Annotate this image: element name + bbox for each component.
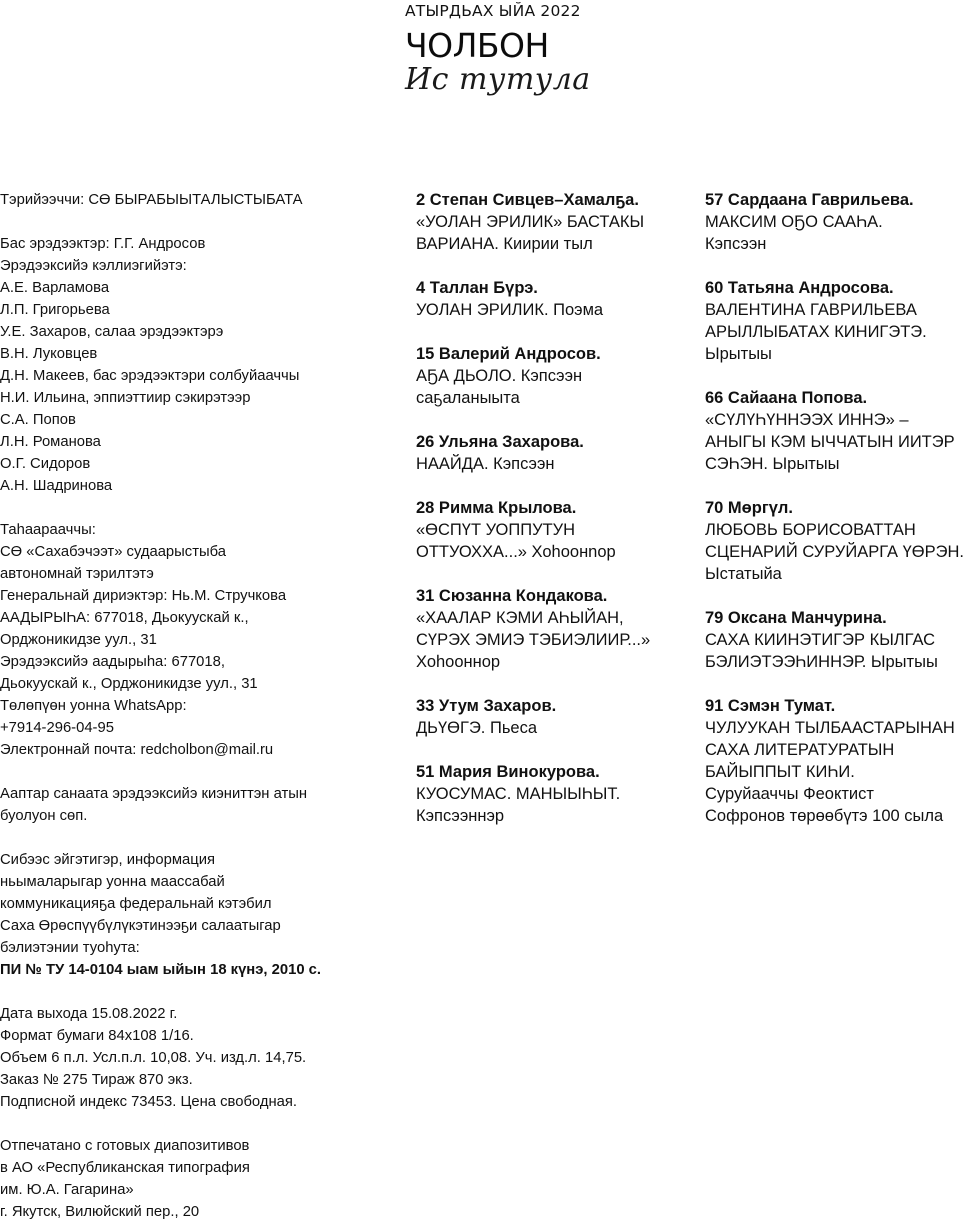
text-line: Подписной индекс 73453. Цена свободная. xyxy=(0,1094,297,1110)
entry-heading: 26 Ульяна Захарова. xyxy=(416,433,584,451)
entry-title-line: СЭҺЭН. Ырытыы xyxy=(705,455,840,473)
text-line: буолуон сөп. xyxy=(0,808,88,824)
text-line: Формат бумаги 84x108 1/16. xyxy=(0,1028,194,1044)
contents-entry[interactable] xyxy=(416,277,701,321)
text-line: Таһаарааччы: xyxy=(0,522,96,538)
entry-heading: 28 Римма Крылова. xyxy=(416,499,577,517)
text-line: Генеральнай дириэктэр: Нь.М. Стручкова xyxy=(0,588,287,604)
entry-title-line: «УОЛАН ЭРИЛИК» БАСТАКЫ xyxy=(416,213,645,231)
text-line: В.Н. Луковцев xyxy=(0,346,98,362)
entry-title-line: СҮРЭХ ЭМИЭ ТЭБИЭЛИИР...» xyxy=(416,631,651,649)
text-line: в АО «Республиканская типография xyxy=(0,1160,250,1176)
contents-entry[interactable] xyxy=(705,189,967,255)
entry-title-line: «ХААЛАР КЭМИ АҺЫЙАН, xyxy=(416,609,624,627)
text-line: им. Ю.А. Гагарина» xyxy=(0,1182,134,1198)
contents-entry[interactable] xyxy=(705,607,967,673)
contents-entry[interactable] xyxy=(416,343,701,409)
contents-column-middle xyxy=(416,189,701,849)
section-subtitle: Ис тутула xyxy=(405,62,591,97)
contents-entry[interactable] xyxy=(416,695,701,739)
text-line: А.Е. Варламова xyxy=(0,280,110,296)
entry-heading: 57 Сардаана Гаврильева. xyxy=(705,191,914,209)
entry-title-line: КУОСУМАС. МАНЫЫҺЫТ. xyxy=(416,785,621,803)
entry-title-line: САХА ЛИТЕРАТУРАТЫН xyxy=(705,741,895,759)
registration-info xyxy=(0,849,390,959)
text-line: бэлиэтэнии туоһута: xyxy=(0,940,140,956)
entry-heading: 31 Сюзанна Кондакова. xyxy=(416,587,608,605)
text-line: Ааптар санаата эрэдээксийэ киэниттэн атын xyxy=(0,786,308,802)
entry-heading: 91 Сэмэн Тумат. xyxy=(705,697,836,715)
entry-title-line: АҔА ДЬОЛО. Кэпсээн xyxy=(416,367,583,385)
entry-title-line: Софронов төрөөбүтэ 100 сыла xyxy=(705,807,944,825)
entry-title-line: ВАРИАНА. Киирии тыл xyxy=(416,235,593,253)
entry-title-line: «СҮЛҮҺҮННЭЭХ ИННЭ» – xyxy=(705,411,909,429)
entry-title-line: саҕаланыыта xyxy=(416,389,520,407)
entry-title-line: ДЬҮӨГЭ. Пьеса xyxy=(416,719,538,737)
founder-line: Тэрийээччи: СӨ БЫРАБЫЫТАЛЫСТЫБАТА xyxy=(0,192,303,208)
entry-title-line: АРЫЛЛЫБАТАХ КИНИГЭТЭ. xyxy=(705,323,927,341)
text-line: Электроннай почта: redcholbon@mail.ru xyxy=(0,742,274,758)
text-line: Бас эрэдээктэр: Г.Г. Андросов xyxy=(0,236,206,252)
entry-title-line: «ӨСПҮТ УОППУТУН xyxy=(416,521,576,539)
entry-title-line: УОЛАН ЭРИЛИК. Поэма xyxy=(416,301,604,319)
entry-title-line: НААЙДА. Кэпсээн xyxy=(416,455,555,473)
printer-info xyxy=(0,1135,390,1223)
entry-heading: 15 Валерий Андросов. xyxy=(416,345,601,363)
text-line: Объем 6 п.л. Усл.п.л. 10,08. Уч. изд.л. 14,75. xyxy=(0,1050,307,1066)
text-line: Дьокуускай к., Орджоникидзе уул., 31 xyxy=(0,676,258,692)
text-line: Л.Н. Романова xyxy=(0,434,101,450)
text-line: Н.И. Ильина, эппиэттиир сэкирэтээр xyxy=(0,390,251,406)
text-line: Эрэдээксийэ аадырыһа: 677018, xyxy=(0,654,225,670)
editorial-board xyxy=(0,233,390,497)
text-line: ньымаларыгар уонна маассабай xyxy=(0,874,225,890)
masthead xyxy=(405,0,591,97)
text-line: СӨ «Сахабэчээт» судаарыстыба xyxy=(0,544,226,560)
entry-title-line: ЛЮБОВЬ БОРИСОВАТТАН xyxy=(705,521,916,539)
entry-title-line: ВАЛЕНТИНА ГАВРИЛЬЕВА xyxy=(705,301,917,319)
text-line: О.Г. Сидоров xyxy=(0,456,91,472)
contents-entry[interactable] xyxy=(416,497,701,563)
text-line: А.Н. Шадринова xyxy=(0,478,113,494)
entry-heading: 2 Степан Сивцев–Хамалҕа. xyxy=(416,191,639,209)
text-line: +7914-296-04-95 xyxy=(0,720,114,736)
entry-title-line: Хоһооннор xyxy=(416,653,501,671)
entry-title-line: САХА КИИНЭТИГЭР КЫЛГАС xyxy=(705,631,936,649)
contents-entry[interactable] xyxy=(705,497,967,585)
text-line: Эрэдээксийэ кэллиэгийэтэ: xyxy=(0,258,187,274)
text-line: С.А. Попов xyxy=(0,412,76,428)
entry-title-line: Ыстатыйа xyxy=(705,565,782,583)
author-opinion-note xyxy=(0,783,390,827)
entry-title-line: Кэпсээннэр xyxy=(416,807,505,825)
text-line: Орджоникидзе уул., 31 xyxy=(0,632,157,648)
text-line: автономнай тэрилтэтэ xyxy=(0,566,154,582)
print-details xyxy=(0,1003,390,1113)
contents-entry[interactable] xyxy=(416,585,701,673)
magazine-title: ЧОЛБОН xyxy=(405,26,549,65)
text-line: Дата выхода 15.08.2022 г. xyxy=(0,1006,178,1022)
contents-entry[interactable] xyxy=(416,189,701,255)
entry-title-line: МАКСИМ ОҔО СААҺА. xyxy=(705,213,883,231)
entry-heading: 66 Сайаана Попова. xyxy=(705,389,868,407)
entry-title-line: БАЙЫППЫТ КИҺИ. xyxy=(705,763,855,781)
entry-title-line: Ырытыы xyxy=(705,345,772,363)
entry-title-line: БЭЛИЭТЭЭҺИННЭР. Ырытыы xyxy=(705,653,938,671)
entry-heading: 51 Мария Винокурова. xyxy=(416,763,600,781)
imprint-column xyxy=(0,189,390,1223)
contents-entry[interactable] xyxy=(705,695,967,827)
contents-entry[interactable] xyxy=(416,431,701,475)
contents-entry[interactable] xyxy=(705,277,967,365)
entry-title-line: СЦЕНАРИЙ СУРУЙАРГА ҮӨРЭН. xyxy=(705,543,964,561)
text-line: коммуникацияҕа федеральнай кэтэбил xyxy=(0,896,272,912)
issue-kicker: АТЫРДЬАХ ЫЙА 2022 xyxy=(405,2,581,20)
entry-title-line: АНЫГЫ КЭМ ЫЧЧАТЫН ИИТЭР xyxy=(705,433,955,451)
text-line: г. Якутск, Вилюйский пер., 20 xyxy=(0,1204,200,1220)
entry-title-line: ОТТУОХХА...» Хоһоонnор xyxy=(416,543,616,561)
text-line: У.Е. Захаров, салаа эрэдээктэрэ xyxy=(0,324,224,340)
text-line: Л.П. Григорьева xyxy=(0,302,110,318)
text-line: Отпечатано с готовых диапозитивов xyxy=(0,1138,250,1154)
contents-entry[interactable] xyxy=(705,387,967,475)
text-line: ААДЫРЫҺА: 677018, Дьокуускай к., xyxy=(0,610,249,626)
text-line: Д.Н. Макеев, бас эрэдээктэри солбуйааччы xyxy=(0,368,300,384)
text-line: Сибээс эйгэтигэр, информация xyxy=(0,852,215,868)
entry-heading: 79 Оксана Манчурина. xyxy=(705,609,887,627)
contents-column-right xyxy=(705,189,967,849)
registration-number: ПИ № ТУ 14-0104 ыам ыйын 18 күнэ, 2010 с. xyxy=(0,962,322,978)
entry-heading: 60 Татьяна Андросова. xyxy=(705,279,894,297)
entry-title-line: Суруйааччы Феоктист xyxy=(705,785,874,803)
text-line: Саха Өрөспүүбүлүкэтинээҕи салаатыгар xyxy=(0,918,281,934)
text-line: Төлөпүөн уонна WhatsApp: xyxy=(0,698,187,714)
entry-heading: 70 Мөргүл. xyxy=(705,499,793,517)
publisher-info xyxy=(0,519,390,761)
entry-heading: 4 Таллан Бүрэ. xyxy=(416,279,538,297)
entry-title-line: Кэпсээн xyxy=(705,235,767,253)
entry-title-line: ЧУЛУУКАН ТЫЛБААСТАРЫНАН xyxy=(705,719,955,737)
contents-entry[interactable] xyxy=(416,761,701,827)
entry-heading: 33 Утум Захаров. xyxy=(416,697,557,715)
text-line: Заказ № 275 Тираж 870 экз. xyxy=(0,1072,193,1088)
